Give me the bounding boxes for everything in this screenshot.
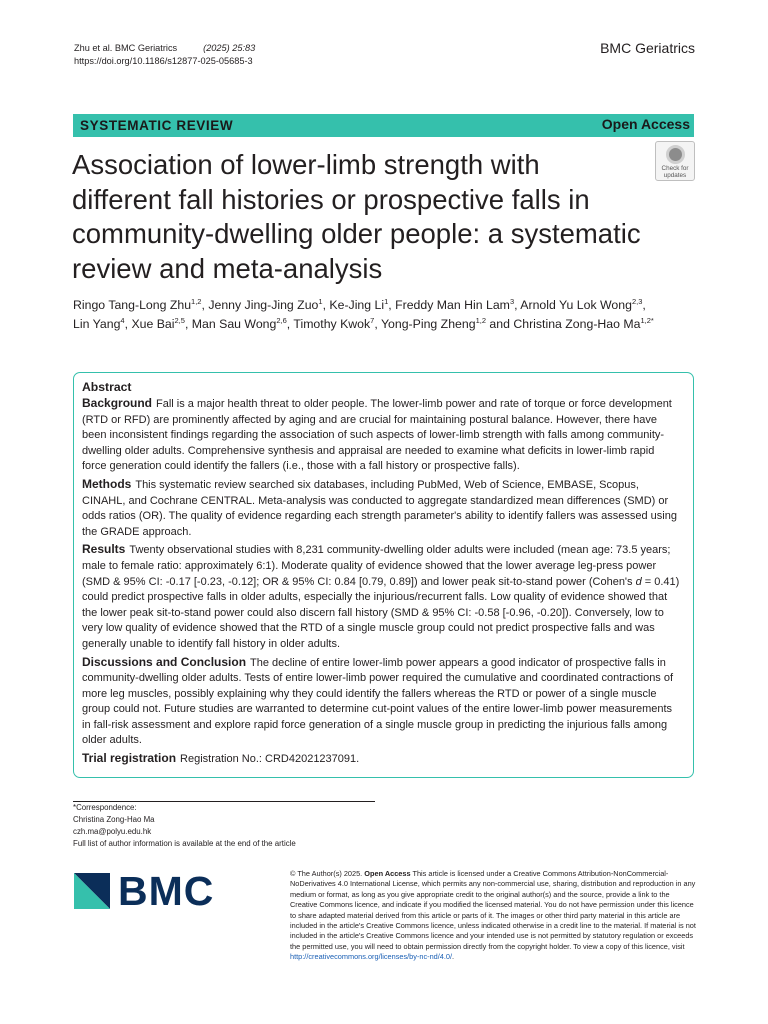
license-open-access: Open Access [364,869,411,878]
author-affiliation: 2,5 [174,315,185,325]
background-text: Fall is a major health threat to older people. The lower-limb power and rate of torque or force development (RTD or RFD) are prominently affected by aging and are crucial for maintaining postural balance. However, there have been inconsistent findings regarding the association of such aspects of lower-limb strength with falls among community-dwelling older adults. Comprehensive synthesis and appraisal are needed to examine what deficits in lower-limb rapid force generation could identify the fallers (i.e., those with a fall history or prospective falls). [82,398,672,473]
author-separator: , [388,298,396,312]
citation-line [74,42,255,55]
author-affiliation: 3 [509,296,515,306]
license-link[interactable]: http://creativecommons.org/licenses/by-nc-nd/4.0/ [290,952,453,962]
author-separator: , [374,317,381,331]
bmc-logo-icon [74,873,110,909]
author-separator: , [514,298,521,312]
abstract-discussion [82,655,680,750]
author-entry [208,298,329,312]
abstract-results [82,542,680,652]
license-body: This article is licensed under a Creative Commons Attribution-NonCommercial-NoDerivatives 4.0 International License, which permits any non-commercial use, sharing, distribution and reproduction in any medium or format, as long as you give appropriate credit to the original author(s) and the source, provide a link to the Creative Commons licence, and indicate if you modified the licensed material. You do not have permission under this licence to share adapted material derived from this article or parts of it. The images or other third party material in this article are included in the article's Creative Commons licence, unless indicated otherwise in a credit line to the material. If material is not included in the article's Creative Commons licence and your intended use is not permitted by statutory regulation or exceeds the permitted use, you will need to obtain permission directly from the copyright holder. To view a copy of this licence, visit [290,869,696,951]
author-entry [73,317,131,331]
author-name[interactable]: Jenny Jing-Jing Zuo [208,298,319,312]
author-entry [513,317,653,331]
methods-text: This systematic review searched six databases, including PubMed, Web of Science, EMBASE, Scopus, CINAHL, and Cochrane CENTRAL. Meta-analysis was conducted to aggregate standardized mean differences (SMD) or odds ratios (OR). The quality of evidence regarding each strength parameter's ability to identify fallers was assessed using the GRADE approach. [82,478,677,538]
trial-heading: Trial registration [82,751,177,766]
correspondence-label: *Correspondence: [73,803,137,812]
author-affiliation: 7 [370,315,375,325]
author-entry [395,298,520,312]
trial-text: Registration No.: CRD42021237091. [180,753,360,766]
abstract-heading: Abstract [82,380,132,394]
check-updates-line2: updates [663,172,687,179]
author-entry [520,298,646,312]
license-prefix: © The Author(s) 2025. [290,869,363,878]
author-name[interactable]: Lin Yang [73,317,121,331]
author-affiliation: 1,2 [475,315,486,325]
author-separator: , [322,298,330,312]
results-text-d: d [635,575,642,588]
author-separator: , [124,317,132,331]
author-list [73,296,698,334]
bmc-logo-text: BMC [118,868,215,914]
correspondence-name: Christina Zong-Hao Ma [73,815,155,824]
open-access-label: Open Access [601,116,690,132]
bmc-logo [74,868,215,914]
author-name[interactable]: Yong-Ping Zheng [380,317,476,331]
author-separator: and [486,317,514,331]
author-entry [131,317,191,331]
results-text-b: = 0.41) could predict prospective falls in older adults, especially the injurious/recurrent falls. Low quality of evidence showed that the lower peak sit-to-stand power could also discern fall history (SMD & 95% CI: -0.58 [-0.96, -0.20]). Conversely, low to very low quality of evidence showed that the RTD of a single muscle group could not predict prospective falls and was generally unable to identify fall history in older adults. [82,575,680,650]
results-text-a: Twenty observational studies with 8,231 community-dwelling older adults were included (mean age: 73.5 years; male to female ratio: approximately 6:1). Moderate quality of evidence showed that the lower average leg-press power (SMD & 95% CI: -0.17 [-0.23, -0.12]; OR & 95% CI: 0.84 [0.79, 0.89]) and lower peak sit-to-stand power (Cohen's [82,544,671,588]
author-entry [73,298,208,312]
citation-header [74,42,255,68]
author-name[interactable]: Arnold Yu Lok Wong [520,298,632,312]
author-separator: , [184,317,192,331]
author-affiliation: 4 [120,315,125,325]
author-affiliation: 2,6 [276,315,287,325]
license-suffix: . [452,952,455,962]
author-affiliation: 1 [318,296,323,306]
author-entry [381,317,513,331]
author-separator: , [642,298,646,312]
background-heading: Background [82,396,153,410]
author-affiliation: 1,2 [191,296,202,306]
methods-heading: Methods [82,476,132,491]
correspondence-email[interactable]: czh.ma@polyu.edu.hk [73,827,152,836]
author-entry [192,317,294,331]
doi-link[interactable]: https://doi.org/10.1186/s12877-025-05685-3 [74,56,253,66]
author-affiliation: 1 [384,296,389,306]
author-name[interactable]: Freddy Man Hin Lam [395,298,510,312]
check-for-updates-button[interactable] [655,141,695,181]
author-name[interactable]: Xue Bai [131,317,175,331]
abstract-methods [82,477,680,540]
check-updates-icon [666,145,685,164]
author-name[interactable]: Timothy Kwok [293,317,371,331]
author-info-note: Full list of author information is available at the end of the article [73,839,296,848]
article-title: Association of lower-limb strength with different fall histories or prospective falls in community-dwelling older people: a systematic review and meta-analysis [72,149,641,284]
author-name[interactable]: Ke-Jing Li [329,298,385,312]
results-heading: Results [82,542,126,557]
author-separator: , [286,317,294,331]
author-affiliation: 1,2* [640,315,654,325]
discussion-heading: Discussions and Conclusion [82,654,247,669]
author-separator: , [201,298,209,312]
author-name[interactable]: Ringo Tang-Long Zhu [73,298,192,312]
check-updates-line1: Check for [661,165,689,172]
author-entry [293,317,381,331]
article-type-label: SYSTEMATIC REVIEW [80,118,234,133]
abstract-trial [82,751,680,768]
citation-authors: Zhu et al. BMC Geriatrics [74,43,178,53]
author-entry [329,298,395,312]
journal-name: BMC Geriatrics [600,40,695,56]
abstract-box [73,372,694,778]
author-name[interactable]: Christina Zong-Hao Ma [513,317,641,331]
citation-year: (2025) 25:83 [203,43,256,53]
discussion-text: The decline of entire lower-limb power appears a good indicator of prospective falls in community-dwelling older adults. Tests of entire lower-limb power required the cumulative and coordinated contractions of more leg muscles, possibly explaining why they could identify the fallers whereas the RTD or power of a single muscle group could not. Future studies are warranted to determine cut-point values of the entire lower-limb power measurements in fall-risk assessment and explore rapid force generation of a single muscle group in predicting the injurious falls among older adults. [82,656,674,747]
correspondence-block [73,802,296,850]
author-affiliation: 2,3 [631,296,643,306]
abstract-background [82,396,680,475]
author-name[interactable]: Man Sau Wong [191,317,277,331]
license-text [290,869,696,963]
check-updates-text [656,165,694,179]
